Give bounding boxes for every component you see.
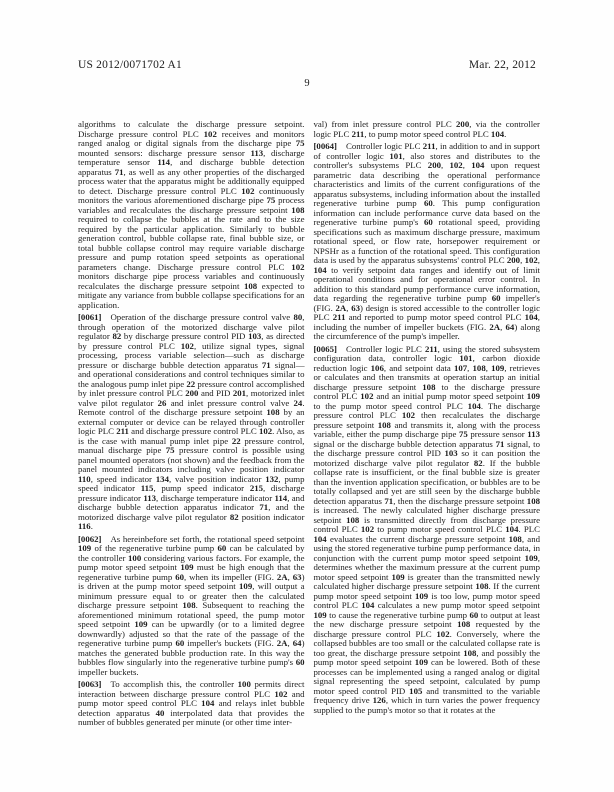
reference-numeral: 215 bbox=[249, 483, 264, 493]
reference-numeral: 115 bbox=[140, 483, 154, 493]
reference-numeral: 2A bbox=[489, 321, 501, 332]
reference-numeral: 26 bbox=[157, 397, 167, 408]
reference-numeral: 75 bbox=[165, 445, 175, 455]
paragraph: [0063] To accomplish this, the controller 100 permits direct interaction between discharge pressure control PLC 102 and pump motor speed control PLC 104 and relays inlet bubble detection apparatus 40 interpolated data that provides the number of bubbles generated per minute (or other time inter- bbox=[78, 679, 305, 727]
reference-numeral: 211 bbox=[332, 312, 346, 322]
reference-numeral: 109 bbox=[239, 581, 253, 591]
reference-numeral: 22 bbox=[231, 435, 241, 446]
reference-numeral: 109 bbox=[78, 543, 92, 553]
reference-numeral: 108 bbox=[244, 280, 258, 291]
reference-numeral: 40 bbox=[155, 707, 165, 718]
reference-numeral: 108 bbox=[266, 407, 280, 417]
reference-numeral: 201 bbox=[232, 388, 247, 398]
reference-numeral: 71 bbox=[495, 438, 505, 449]
reference-numeral: 102 bbox=[436, 628, 450, 639]
reference-numeral: 104 bbox=[471, 160, 485, 170]
reference-numeral: 104 bbox=[467, 400, 481, 411]
reference-numeral: 200 bbox=[456, 119, 470, 129]
reference-numeral: 102 bbox=[360, 391, 374, 401]
page-number: 9 bbox=[304, 78, 310, 89]
reference-numeral: 100 bbox=[237, 679, 251, 689]
reference-numeral: 108 bbox=[475, 581, 489, 591]
reference-numeral: 109 bbox=[524, 552, 538, 563]
paragraph: [0065] Controller logic PLC 211, using the stored subsystem configuration data, controller logic 101, carbon dioxide reduction logic 106, and setpoint data 107, 108, 109, retrieves or calculates and then transmits at operation startup an initial discharge pressure setpoint 108 to the discharge pressure control PLC 102 and an initial pump motor speed setpoint 109 to the pump motor speed control PLC 104. The discharge pressure control PLC 102 then recalculates the discharge pressure setpoint 108 and transmits it, along with the process variable, either the pump discharge pipe 75 pressure sensor 113 signal or the discharge bubble detection apparatus 71 signal, to the discharge pressure control PID 103 so it can position the motorized discharge valve pilot regulator 82. If the bubble collapse rate is insufficient, or the final bubble size is greater than the invention application specification, or bubbles are to be totally collapsed and yet are still seen by the discharge bubble detection apparatus 71, then the discharge pressure setpoint 108 is increased. The newly calculated higher discharge pressure setpoint 108 is transmitted directly from discharge pressure control PLC 102 to pump motor speed control PLC 104. PLC 104 evaluates the current discharge pressure setpoint 108, and using the stored regenerative turbine pump performance data, in conjunction with the current pump motor speed setpoint 109, determines whether the maximum pressure at the current pump motor speed setpoint 109 is greater than the transmitted newly calculated higher discharge pressure setpoint 108. If the current pump motor speed setpoint 109 is too low, pump motor speed control PLC 104 calculates a new pump motor speed setpoint 109 to cause the regenerative turbine pump 60 to output at least the new discharge pressure setpoint 108 requested by the discharge pressure control PLC 102. Conversely, where the collapsed bubbles are too small or the calculated collapse rate is too great, the discharge pressure setpoint 108, and possibly the pump motor speed setpoint 109 can be lowered. Both of these processes can be implemented using a ranged analog or digital signal representing the speed setpoint, calculated by pump motor speed control PID 105 and transmitted to the variable frequency drive 126, which in turn varies the power frequency supplied to the pump's motor so that it rotates at the bbox=[313, 343, 541, 715]
reference-numeral: 109 bbox=[134, 619, 148, 629]
left-column bbox=[78, 120, 305, 728]
reference-numeral: 116 bbox=[78, 521, 91, 531]
reference-numeral: 71 bbox=[259, 502, 269, 512]
paragraph-number: [0065] bbox=[313, 343, 337, 354]
reference-numeral: 108 bbox=[422, 381, 436, 392]
reference-numeral: 108 bbox=[526, 495, 540, 506]
reference-numeral: 108 bbox=[377, 419, 391, 430]
reference-numeral: 211 bbox=[424, 343, 438, 354]
reference-numeral: 64 bbox=[292, 638, 302, 648]
reference-numeral: 113 bbox=[250, 147, 264, 158]
reference-numeral: 100 bbox=[128, 552, 142, 563]
reference-numeral: 60 bbox=[469, 609, 479, 620]
reference-numeral: 113 bbox=[527, 429, 540, 439]
reference-numeral: 60 bbox=[424, 217, 433, 227]
page-header bbox=[78, 59, 536, 71]
reference-numeral: 105 bbox=[409, 685, 423, 696]
publication-date: Mar. 22, 2012 bbox=[468, 59, 536, 71]
text-columns bbox=[78, 120, 540, 728]
paragraph: [0061] Operation of the discharge pressure control valve 80, through operation of the motorized discharge valve pilot regulator 82 by discharge pressure control PID 103, as directed by pressure control PLC 102, utilize signal types, signal processing, process variable selection—such as discharge pressure or discharge bubble detection apparatus 71 signal—and operational considerations and control techniques similar to the analogous pump inlet pipe 22 pressure control accomplished by inlet pressure control PLC 200 and PID 201, motorized inlet valve pilot regulator 26 and inlet pressure control valve 24. Remote control of the discharge pressure setpoint 108 by an external computer or device can be relayed through controller logic PLC 211 and discharge pressure control PLC 102. Also, as is the case with manual pump inlet pipe 22 pressure control, manual discharge pipe 75 pressure control is possible using panel mounted operators (not shown) and the feedback from the panel mounted indicators including valve position indicator 110, speed indicator 134, valve position indicator 132, pump speed indicator 115, pump speed indicator 215, discharge pressure indicator 113, discharge temperature indicator 114, and discharge bubble detection apparatus indicator 71, and the motorized discharge valve pilot regulator 82 position indicator 116. bbox=[78, 312, 305, 531]
publication-number: US 2012/0071702 A1 bbox=[78, 59, 182, 71]
right-column bbox=[314, 120, 541, 728]
reference-numeral: 102 bbox=[241, 185, 255, 196]
reference-numeral: 102 bbox=[360, 524, 375, 534]
reference-numeral: 109 bbox=[391, 571, 405, 582]
reference-numeral: 114 bbox=[157, 157, 171, 167]
reference-numeral: 60 bbox=[175, 638, 185, 648]
reference-numeral: 102 bbox=[524, 255, 538, 265]
reference-numeral: 71 bbox=[261, 359, 271, 370]
reference-numeral: 108 bbox=[457, 619, 471, 629]
reference-numeral: 102 bbox=[401, 410, 416, 420]
reference-numeral: 2A bbox=[335, 302, 347, 313]
reference-numeral: 71 bbox=[384, 495, 394, 506]
reference-numeral: 2A bbox=[276, 571, 288, 582]
reference-numeral: 104 bbox=[524, 312, 538, 322]
reference-numeral: 75 bbox=[266, 195, 276, 205]
reference-numeral: 126 bbox=[372, 695, 386, 705]
reference-numeral: 60 bbox=[491, 293, 501, 303]
reference-numeral: 102 bbox=[449, 160, 463, 170]
reference-numeral: 108 bbox=[346, 514, 360, 525]
paragraph-number: [0063] bbox=[78, 679, 102, 689]
reference-numeral: 63 bbox=[351, 302, 360, 313]
paragraph: [0064] Controller logic PLC 211, in addition to and in support of controller logic 101, also stores and distributes to the controller's subsystems PLC 200, 102, 104 upon request parametric data describing the operational performance characteristics and limits of the current configurations of the apparatus subsystems, including information about the installed regenerative turbine pump 60. This pump configuration information can include performance curve data based on the regenerative turbine pump's 60 rotational speed, providing specifications such as maximum discharge pressure, maximum rotational speed, or flow rate, horsepower requirement or NPSHr as a function of the rotational speed. This configuration data is used by the apparatus subsystems' control PLC 200, 102, 104 to verify setpoint data ranges and identify out of limit operational conditions and for operational error control. In addition to this standard pump performance curve information, data regarding the regenerative turbine pump 60 impeller's (FIG. 2A, 63) design is stored accessible to the controller logic PLC 211 and reported to pump motor speed control PLC 104, including the number of impeller buckets (FIG. 2A, 64) along the circumference of the pump's impeller. bbox=[313, 141, 541, 341]
reference-numeral: 82 bbox=[112, 331, 122, 341]
reference-numeral: 211 bbox=[422, 141, 436, 151]
reference-numeral: 102 bbox=[291, 261, 305, 272]
reference-numeral: 104 bbox=[505, 524, 519, 534]
reference-numeral: 108 bbox=[472, 362, 486, 373]
reference-numeral: 63 bbox=[292, 571, 302, 582]
reference-numeral: 211 bbox=[351, 128, 365, 139]
reference-numeral: 134 bbox=[155, 473, 169, 484]
reference-numeral: 104 bbox=[361, 600, 375, 610]
reference-numeral: 102 bbox=[258, 426, 273, 436]
reference-numeral: 108 bbox=[508, 533, 522, 544]
reference-numeral: 113 bbox=[143, 492, 157, 503]
paragraph-number: [0061] bbox=[78, 312, 102, 322]
reference-numeral: 103 bbox=[444, 448, 458, 458]
paragraph: algorithms to calculate the discharge pressure setpoint. Discharge pressure control PLC 102 receives and monitors ranged analog or digital signals from the discharge pipe 75 mounted sensors: discharge pressure sensor 113, discharge temperature sensor 114, and discharge bubble detection apparatus 71, as well as any other properties of the discharged process water that the apparatus might be additionally equipped to detect. Discharge pressure control PLC 102 continuously monitors the various aforementioned discharge pipe 75 process variables and recalculates the discharge pressure setpoint 108 required to collapse the bubbles at the rate and to the size required by the particular application. Similarly to bubble generation control, bubble collapse rate, final bubble size, or total bubble collapse control may require variable discharge pressure and pump rotation speed setpoints as operational parameters change. Discharge pressure control PLC 102 monitors discharge pipe process variables and continuously recalculates the discharge pressure setpoint 108 expected to mitigate any variance from bubble collapse specifications for an application. bbox=[78, 119, 305, 310]
paragraph-number: [0062] bbox=[78, 533, 102, 544]
reference-numeral: 103 bbox=[248, 331, 262, 341]
reference-numeral: 109 bbox=[414, 590, 429, 601]
reference-numeral: 71 bbox=[114, 166, 124, 177]
reference-numeral: 114 bbox=[274, 492, 288, 503]
reference-numeral: 108 bbox=[463, 647, 477, 658]
reference-numeral: 104 bbox=[201, 698, 215, 708]
reference-numeral: 200 bbox=[185, 388, 199, 398]
reference-numeral: 211 bbox=[116, 426, 129, 436]
reference-numeral: 200 bbox=[427, 160, 441, 170]
reference-numeral: 75 bbox=[295, 138, 305, 148]
reference-numeral: 80 bbox=[293, 312, 303, 322]
reference-numeral: 109 bbox=[180, 562, 194, 572]
reference-numeral: 75 bbox=[458, 429, 468, 439]
reference-numeral: 104 bbox=[490, 128, 505, 139]
reference-numeral: 64 bbox=[505, 321, 515, 332]
reference-numeral: 2A bbox=[276, 638, 288, 648]
reference-numeral: 104 bbox=[313, 264, 327, 275]
reference-numeral: 60 bbox=[217, 543, 227, 553]
reference-numeral: 22 bbox=[186, 378, 196, 389]
reference-numeral: 101 bbox=[389, 150, 403, 161]
reference-numeral: 110 bbox=[78, 473, 91, 484]
reference-numeral: 106 bbox=[370, 362, 384, 373]
reference-numeral: 82 bbox=[229, 511, 239, 522]
reference-numeral: 132 bbox=[265, 473, 279, 484]
reference-numeral: 60 bbox=[175, 571, 185, 582]
reference-numeral: 107 bbox=[453, 362, 468, 373]
reference-numeral: 200 bbox=[506, 255, 521, 265]
reference-numeral: 109 bbox=[491, 362, 505, 373]
reference-numeral: 109 bbox=[526, 391, 540, 401]
paragraph: [0062] As hereinbefore set forth, the rotational speed setpoint 109 of the regenerative turbine pump 60 can be calculated by the controller 100 considering various factors. For example, the pump motor speed setpoint 109 must be high enough that the regenerative turbine pump 60, when its impeller (FIG. 2A, 63) is driven at the pump motor speed setpoint 109, will output a minimum pressure equal to or greater then the calculated discharge pressure setpoint 108. Subsequent to reaching the aforementioned minimum rotational speed, the pump motor speed setpoint 109 can be upwardly (or to a limited degree downwardly) adjusted so that the rate of the passage of the regenerative turbine pump 60 impeller's buckets (FIG. 2A, 64) matches the generated bubble production rate. In this way the bubbles flow singularly into the regenerative turbine pump's 60 impeller buckets. bbox=[78, 533, 305, 677]
reference-numeral: 82 bbox=[473, 457, 483, 468]
paragraph: val) from inlet pressure control PLC 200, via the controller logic PLC 211, to pump motor speed control PLC 104. bbox=[313, 119, 540, 139]
paragraph-number: [0064] bbox=[313, 141, 337, 151]
reference-numeral: 102 bbox=[180, 340, 194, 351]
reference-numeral: 109 bbox=[313, 609, 327, 620]
reference-numeral: 60 bbox=[295, 657, 305, 667]
reference-numeral: 102 bbox=[203, 128, 217, 139]
reference-numeral: 102 bbox=[274, 688, 288, 699]
reference-numeral: 60 bbox=[424, 198, 433, 208]
reference-numeral: 108 bbox=[182, 600, 196, 610]
reference-numeral: 108 bbox=[291, 204, 305, 215]
reference-numeral: 24 bbox=[293, 397, 303, 408]
reference-numeral: 109 bbox=[414, 657, 428, 667]
reference-numeral: 104 bbox=[313, 533, 327, 544]
reference-numeral: 101 bbox=[459, 353, 473, 363]
